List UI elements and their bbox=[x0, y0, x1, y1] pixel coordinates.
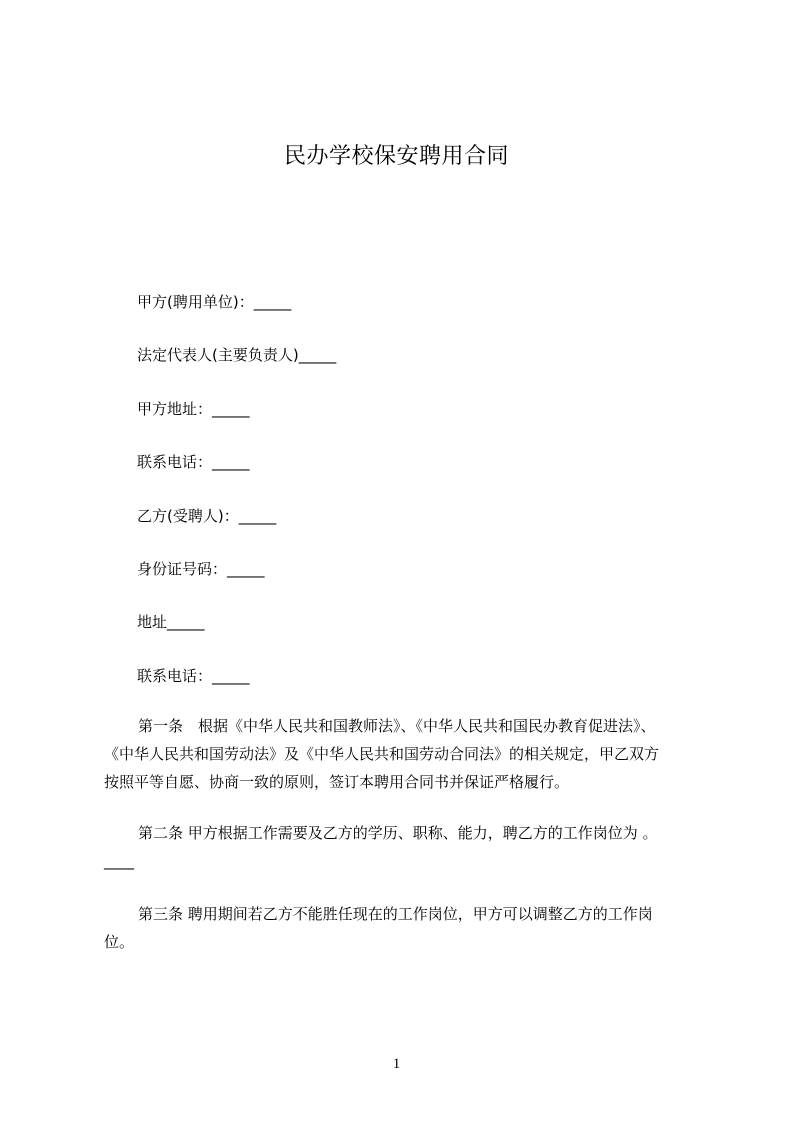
field-blank: _____ bbox=[212, 400, 250, 418]
field-party-b-address bbox=[137, 611, 205, 633]
field-party-b bbox=[137, 505, 276, 527]
page-number: 1 bbox=[392, 1056, 401, 1072]
field-blank: _____ bbox=[238, 507, 277, 525]
field-label: 乙方(受聘人)： bbox=[137, 507, 239, 525]
field-blank: _____ bbox=[253, 293, 292, 311]
field-party-a-phone bbox=[137, 451, 250, 473]
field-label: 甲方地址： bbox=[137, 400, 213, 418]
field-blank: _____ bbox=[167, 613, 205, 631]
article-2 bbox=[104, 819, 700, 875]
field-blank: _____ bbox=[212, 667, 250, 685]
article-line: 位。 bbox=[104, 933, 135, 951]
article-line: 按照平等自愿、协商一致的原则，签订本聘用合同书并保证严格履行。 bbox=[104, 773, 570, 791]
field-blank: _____ bbox=[298, 346, 337, 364]
field-blank: _____ bbox=[212, 453, 250, 471]
article-3 bbox=[104, 900, 700, 956]
field-blank: _____ bbox=[227, 560, 265, 578]
field-party-a bbox=[137, 291, 291, 313]
field-label: 地址 bbox=[137, 613, 168, 631]
field-label: 身份证号码： bbox=[137, 560, 228, 578]
field-party-b-phone bbox=[137, 665, 250, 687]
field-label: 法定代表人(主要负责人) bbox=[137, 346, 299, 364]
article-line: 第一条 根据《中华人民共和国教师法》、《中华人民共和国民办教育促进法》、 bbox=[138, 717, 656, 735]
article-line: 第三条 聘用期间若乙方不能胜任现在的工作岗位，甲方可以调整乙方的工作岗 bbox=[138, 905, 653, 923]
article-line: ____ bbox=[104, 852, 134, 870]
field-label: 联系电话： bbox=[137, 453, 213, 471]
article-line: 第二条 甲方根据工作需要及乙方的学历、职称、能力，聘乙方的工作岗位为 。 bbox=[138, 824, 658, 842]
field-id-number bbox=[137, 558, 265, 580]
field-legal-representative bbox=[137, 344, 336, 366]
field-label: 甲方(聘用单位)： bbox=[137, 293, 254, 311]
field-party-a-address bbox=[137, 398, 250, 420]
document-title: 民办学校保安聘用合同 bbox=[283, 144, 509, 169]
article-1 bbox=[104, 712, 700, 796]
article-line: 《中华人民共和国劳动法》及《中华人民共和国劳动合同法》的相关规定，甲乙双方 bbox=[104, 745, 660, 763]
field-label: 联系电话： bbox=[137, 667, 213, 685]
